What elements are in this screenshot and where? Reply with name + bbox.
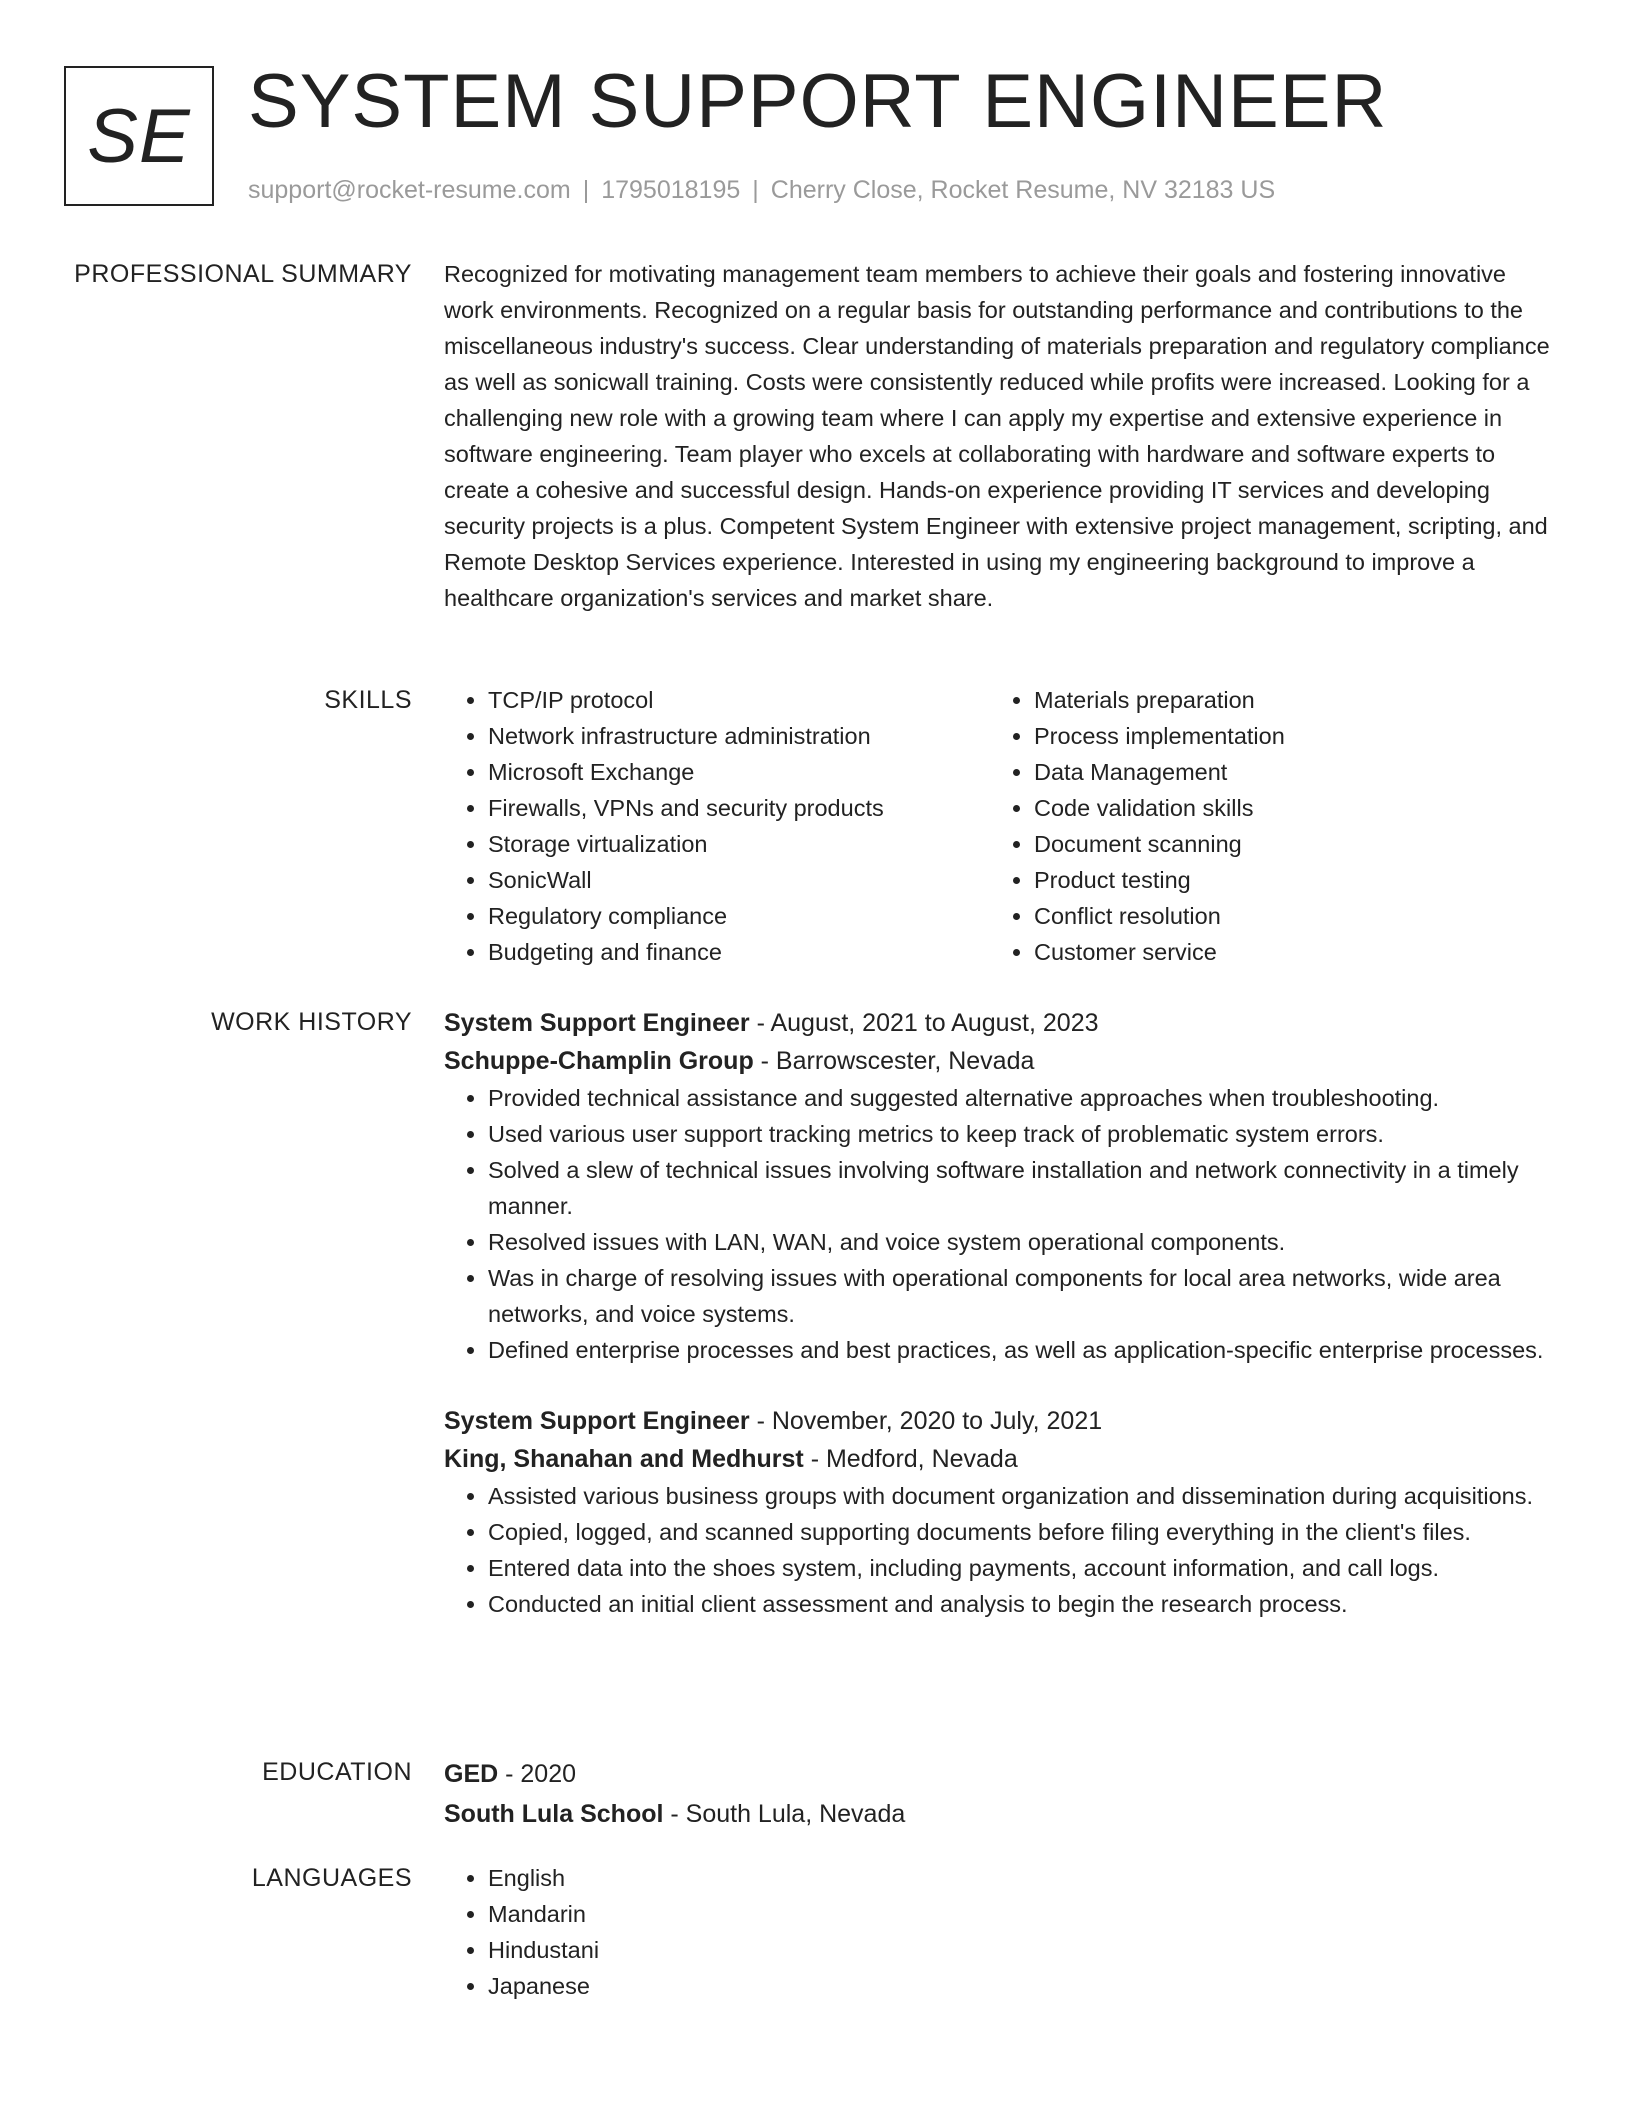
list-item: • Assisted various business groups with document organization and dissemination during acquisitions.: [488, 1478, 1560, 1514]
list-item: • English: [488, 1860, 1560, 1896]
list-item: • Microsoft Exchange: [488, 754, 990, 790]
phone-number: 1795018195: [601, 176, 741, 204]
job-title: System Support Engineer: [444, 1407, 750, 1435]
list-item: • Firewalls, VPNs and security products: [488, 790, 990, 826]
list-item: • Solved a slew of technical issues involving software installation and network connectivity in a timely manner.: [488, 1152, 1560, 1224]
summary-body: [444, 256, 1560, 616]
skills-body: [444, 682, 1560, 970]
list-item: • Product testing: [1034, 862, 1536, 898]
job-company-line: [444, 1440, 1560, 1478]
list-item: • Defined enterprise processes and best practices, as well as application-specific enterprise processes.: [488, 1332, 1560, 1368]
job-entry: [444, 1004, 1560, 1368]
list-item: • Process implementation: [1034, 718, 1536, 754]
job-title-line: [444, 1402, 1560, 1440]
list-item: • Regulatory compliance: [488, 898, 990, 934]
list-item: • Conflict resolution: [1034, 898, 1536, 934]
job-bullets: [444, 1478, 1560, 1622]
skills-list-right: [990, 682, 1536, 970]
list-item: • Materials preparation: [1034, 682, 1536, 718]
job-dates: - August, 2021 to August, 2023: [749, 1009, 1099, 1037]
contact-line: [248, 172, 1275, 208]
list-item: • Customer service: [1034, 934, 1536, 970]
school-location: - South Lula, Nevada: [663, 1800, 906, 1828]
degree: GED: [444, 1760, 499, 1788]
section-label: WORK HISTORY: [211, 1008, 412, 1036]
job-title: System Support Engineer: [444, 1009, 750, 1037]
degree-line: [444, 1754, 1560, 1794]
job-entry: [444, 1402, 1560, 1622]
section-label: PROFESSIONAL SUMMARY: [74, 260, 412, 288]
list-item: • Code validation skills: [1034, 790, 1536, 826]
list-item: • TCP/IP protocol: [488, 682, 990, 718]
list-item: • Copied, logged, and scanned supporting documents before filing everything in the client's files.: [488, 1514, 1560, 1550]
section-label: SKILLS: [324, 686, 412, 714]
company-name: Schuppe-Champlin Group: [444, 1047, 754, 1075]
work-history-body: [444, 1004, 1560, 1622]
list-item: • Resolved issues with LAN, WAN, and voice system operational components.: [488, 1224, 1560, 1260]
list-item: • Used various user support tracking metrics to keep track of problematic system errors.: [488, 1116, 1560, 1152]
job-bullets: [444, 1080, 1560, 1368]
list-item: • Network infrastructure administration: [488, 718, 990, 754]
job-dates: - November, 2020 to July, 2021: [749, 1407, 1103, 1435]
company-name: King, Shanahan and Medhurst: [444, 1445, 804, 1473]
summary-text: Recognized for motivating management team members to achieve their goals and fostering innovative work environments. Recognized on a regular basis for outstanding performance and contributions to the miscellaneous industry's success. Clear understanding of materials preparation and regulatory compliance as well as sonicwall training. Costs were consistently reduced while profits were increased. Looking for a challenging new role with a growing team where I can apply my expertise and extensive experience in software engineering. Team player who excels at collaborating with hardware and software experts to create a cohesive and successful design. Hands-on experience providing IT services and developing security projects is a plus. Competent System Engineer with extensive project management, scripting, and Remote Desktop Services experience. Interested in using my engineering background to improve a healthcare organization's services and market share.: [444, 261, 1550, 611]
education-body: [444, 1754, 1560, 1834]
list-item: • Japanese: [488, 1968, 1560, 2004]
list-item: • Was in charge of resolving issues with operational components for local area networks, wide area networks, and voice systems.: [488, 1260, 1560, 1332]
email-link[interactable]: support@rocket-resume.com: [248, 176, 571, 204]
page-title: SYSTEM SUPPORT ENGINEER: [248, 59, 1388, 144]
list-item: • Hindustani: [488, 1932, 1560, 1968]
job-title-line: [444, 1004, 1560, 1042]
languages-list: [444, 1860, 1560, 2004]
company-location: - Barrowscester, Nevada: [753, 1047, 1035, 1075]
section-label: LANGUAGES: [251, 1864, 412, 1892]
degree-year: - 2020: [498, 1760, 577, 1788]
list-item: • Budgeting and finance: [488, 934, 990, 970]
company-location: - Medford, Nevada: [803, 1445, 1018, 1473]
skills-list-left: [444, 682, 990, 970]
list-item: • Document scanning: [1034, 826, 1536, 862]
languages-body: [444, 1860, 1560, 2004]
monogram: SE: [64, 66, 214, 206]
list-item: • SonicWall: [488, 862, 990, 898]
separator: |: [752, 176, 759, 204]
list-item: • Provided technical assistance and suggested alternative approaches when troubleshooting.: [488, 1080, 1560, 1116]
separator: |: [582, 176, 590, 204]
job-company-line: [444, 1042, 1560, 1080]
school-line: [444, 1794, 1560, 1834]
list-item: • Conducted an initial client assessment and analysis to begin the research process.: [488, 1586, 1560, 1622]
list-item: • Mandarin: [488, 1896, 1560, 1932]
list-item: • Storage virtualization: [488, 826, 990, 862]
address: Cherry Close, Rocket Resume, NV 32183 US: [770, 176, 1276, 204]
section-label: EDUCATION: [262, 1758, 412, 1786]
list-item: • Data Management: [1034, 754, 1536, 790]
list-item: • Entered data into the shoes system, including payments, account information, and call logs.: [488, 1550, 1560, 1586]
school-name: South Lula School: [444, 1800, 664, 1828]
